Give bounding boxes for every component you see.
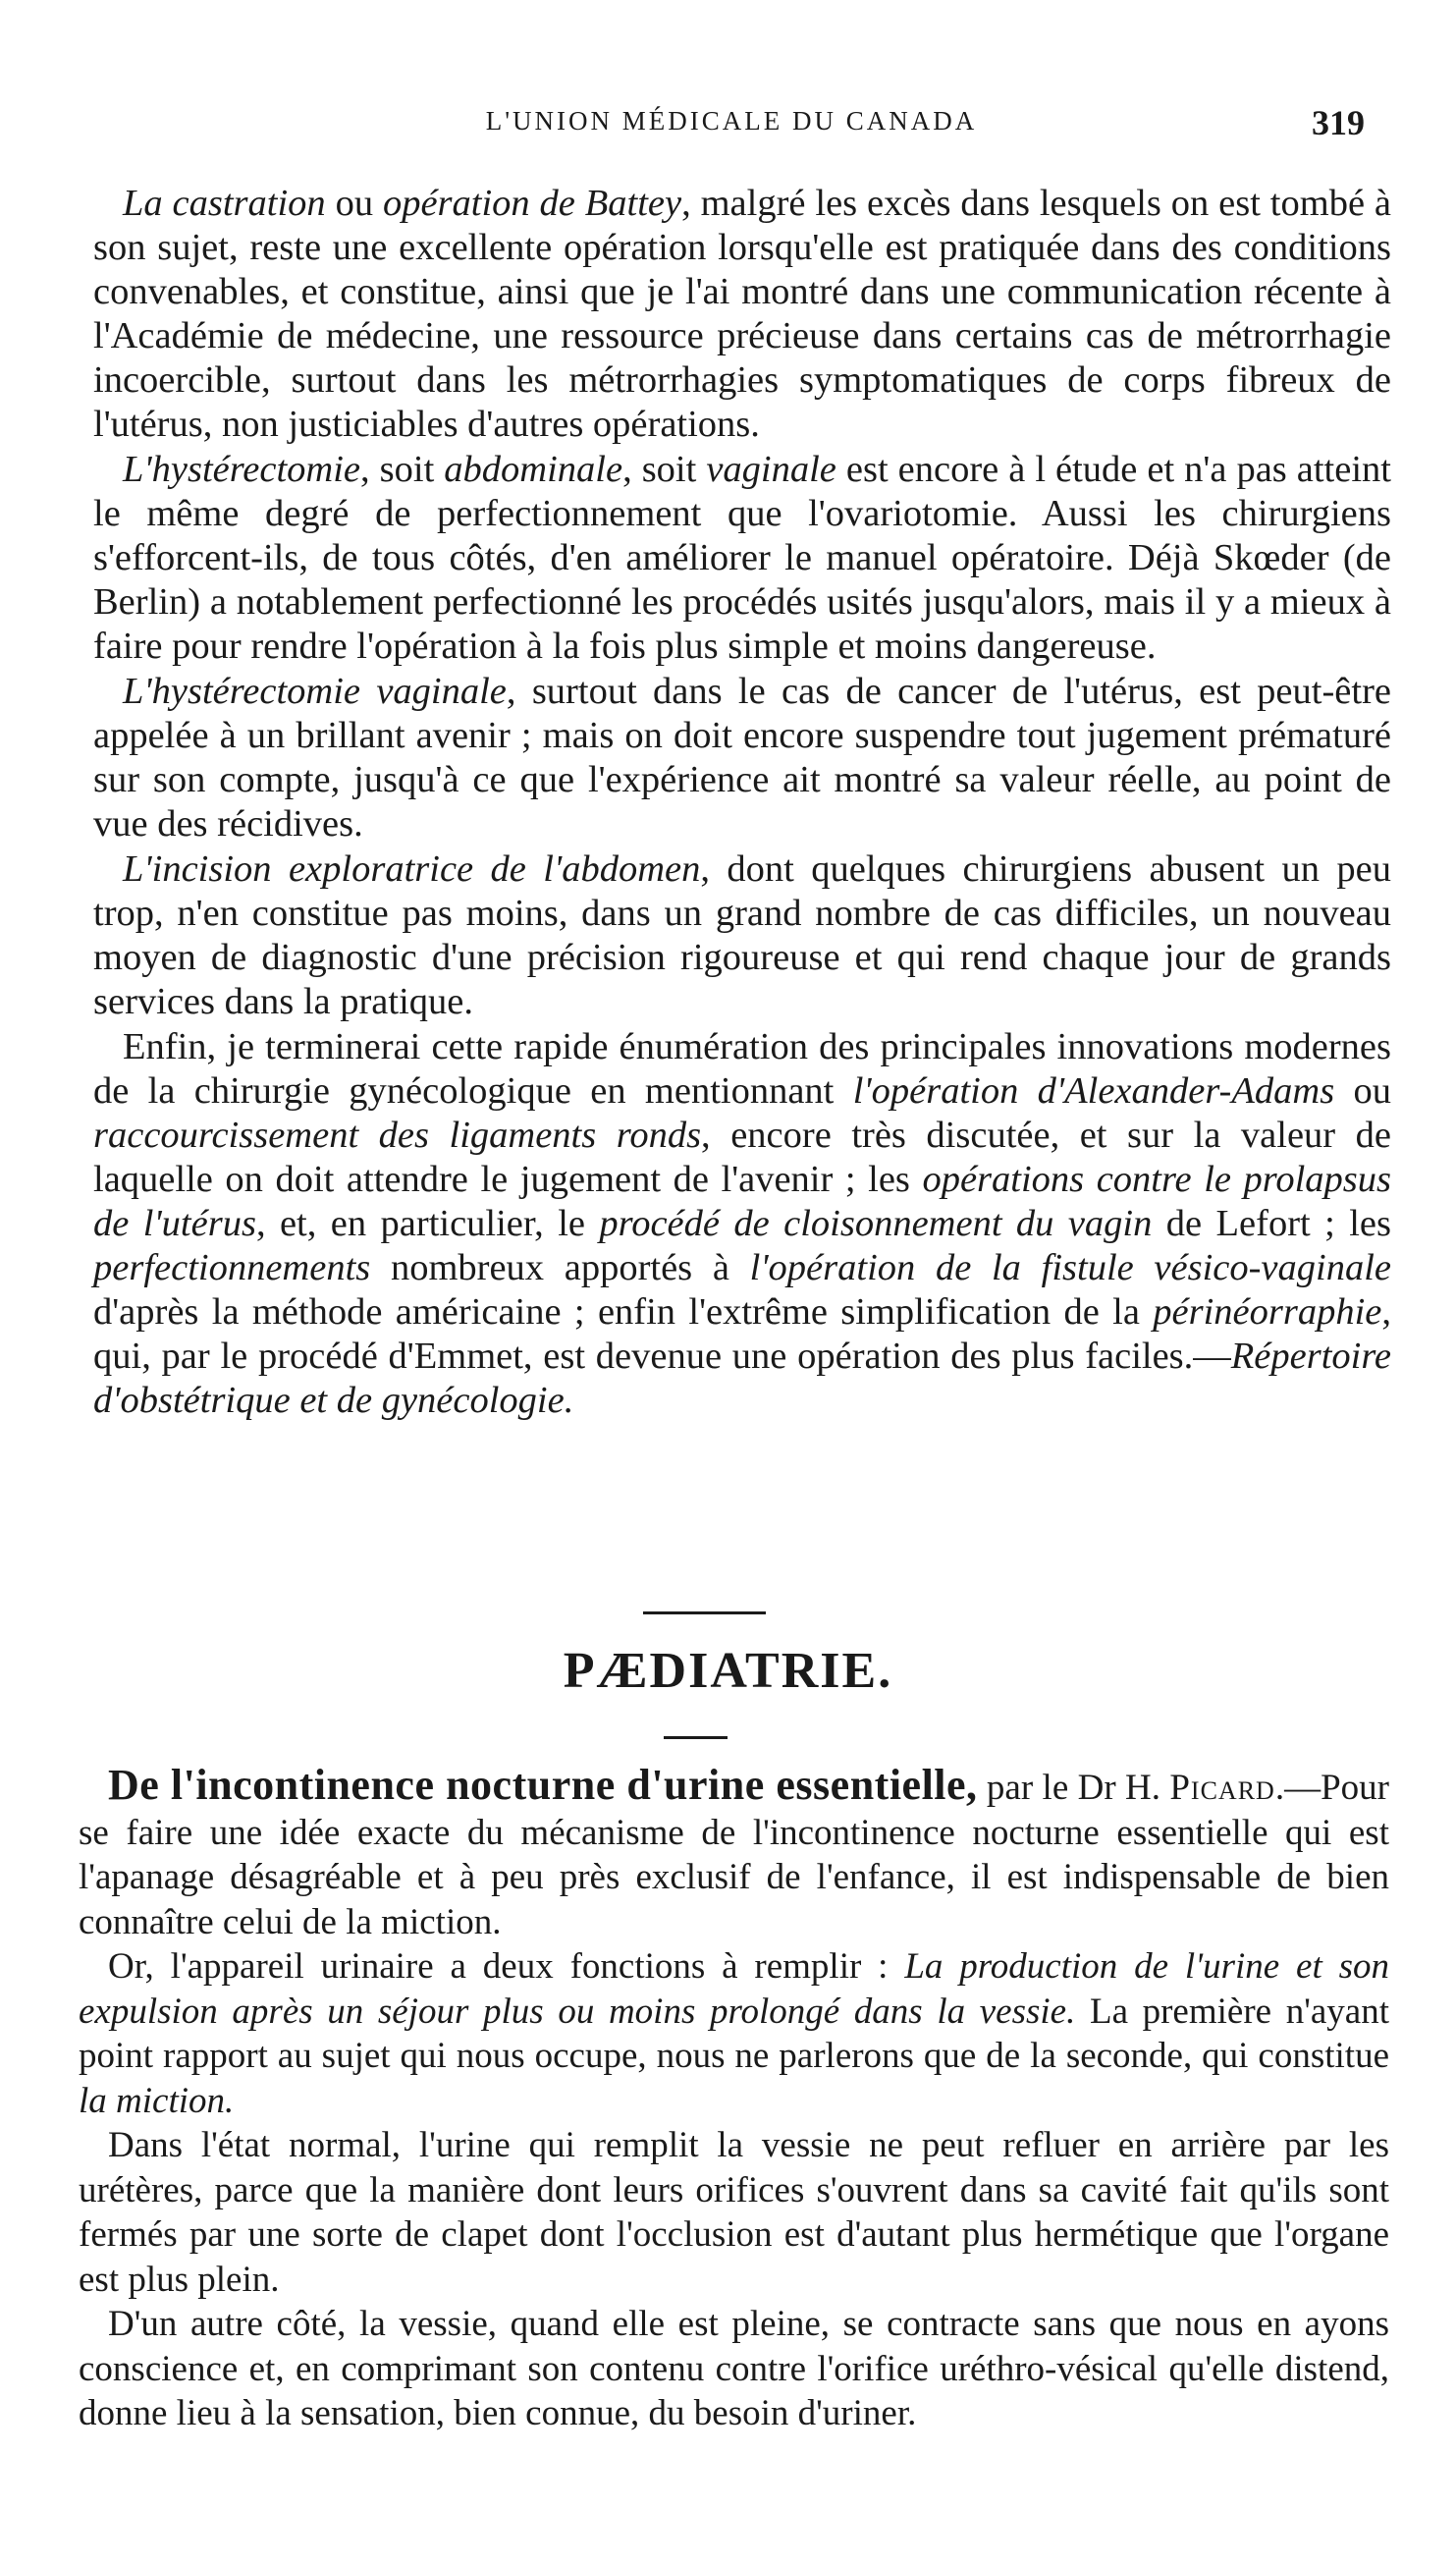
- article-intro: [79, 1763, 1389, 1944]
- paragraph-bladder-contraction: D'un autre côté, la vessie, quand elle est pleine, se contracte sans que nous en ayons conscience et, en comprimant son contenu contre l'orifice uréthro-vésical qu'elle distend, donne lieu à la sensation, bien connue, du besoin d'uriner.: [79, 2304, 1389, 2433]
- article-heading: De l'incontinence nocturne d'urine essentielle,: [108, 1761, 978, 1809]
- article-author: Picard: [1169, 1768, 1275, 1808]
- paragraph-urinary-functions: Or, l'appareil urinaire a deux fonctions à remplir : La production de l'urine et son expulsion après un séjour plus ou moins prolongé dans la vessie. La première n'ayant point rapport au sujet qui nous occupe, nous ne parlerons que de la seconde, qui constitue la miction.: [79, 1946, 1389, 2121]
- pediatrics-article: [79, 1763, 1389, 2436]
- paragraph-conclusion: Enfin, je terminerai cette rapide énumération des principales innovations modernes de la chirurgie gynécologique en mentionnant l'opération d'Alexander-Adams ou raccourcissement des ligaments ronds, encore très discutée, et sur la valeur de laquelle on doit attendre le jugement de l'avenir ; les opérations contre le prolapsus de l'utérus, et, en particulier, le procédé de cloisonnement du vagin de Lefort ; les perfectionnements nombreux apportés à l'opération de la fistule vésico-vaginale d'après la méthode américaine ; enfin l'extrême simplification de la périnéorraphie, qui, par le procédé d'Emmet, est devenue une opération des plus faciles.—Répertoire d'obstétrique et de gynécologie.: [93, 1026, 1392, 1421]
- section-divider-top: [643, 1611, 766, 1614]
- section-divider-bottom: [664, 1736, 728, 1739]
- paragraph-exploratory-incision: L'incision exploratrice de l'abdomen, dont quelques chirurgiens abusent un peu trop, n'en constitue pas moins, dans un grand nombre de cas difficiles, un nouveau moyen de diagnostic d'une précision rigoureuse et qui rend chaque jour de grands services dans la pratique.: [93, 848, 1391, 1022]
- running-title: L'UNION MÉDICALE DU CANADA: [485, 106, 978, 136]
- gynecology-section: [93, 182, 1391, 1423]
- article-intro-text: .—Pour se faire une idée exacte du mécanisme de l'incontinence nocturne essentielle qui est l'apanage désagréable et à peu près exclusif de l'enfance, il est indispensable de bien connaître celui de la miction.: [79, 1768, 1389, 1942]
- paragraph-normal-state: Dans l'état normal, l'urine qui remplit la vessie ne peut refluer en arrière par les urétères, parce que la manière dont leurs orifices s'ouvrent dans sa cavité fait qu'ils sont fermés par une sorte de clapet dont l'occlusion est d'autant plus hermétique que l'organe est plus plein.: [79, 2125, 1389, 2300]
- section-title: PÆDIATRIE.: [563, 1643, 893, 1699]
- paragraph-hysterectomy: L'hystérectomie, soit abdominale, soit vaginale est encore à l étude et n'a pas atteint le même degré de perfectionnement que l'ovariotomie. Aussi les chirurgiens s'efforcent-ils, de tous côtés, d'en améliorer le manuel opératoire. Déjà Skœder (de Berlin) a notablement perfectionné les procédés usités jusqu'alors, mais il y a mieux à faire pour rendre l'opération à la fois plus simple et moins dangereuse.: [93, 449, 1391, 667]
- article-byline: par le Dr H.: [977, 1768, 1170, 1808]
- paragraph-castration: La castration ou opération de Battey, malgré les excès dans lesquels on est tombé à son sujet, reste une excellente opération lorsqu'elle est pratiquée dans des conditions convenables, et constitue, ainsi que je l'ai montré dans une communication récente à l'Académie de médecine, une ressource précieuse dans certains cas de métrorrhagie incoercible, surtout dans les métrorrhagies symptomatiques de corps fibreux de l'utérus, non justiciables d'autres opérations.: [93, 183, 1391, 445]
- page-number: 319: [1312, 103, 1365, 142]
- running-head: [98, 102, 1365, 141]
- paragraph-vaginal-hysterectomy: L'hystérectomie vaginale, surtout dans le cas de cancer de l'utérus, est peut-être appelée à un brillant avenir ; mais on doit encore suspendre tout jugement prématuré sur son compte, jusqu'à ce que l'expérience ait montré sa valeur réelle, au point de vue des récidives.: [93, 671, 1391, 845]
